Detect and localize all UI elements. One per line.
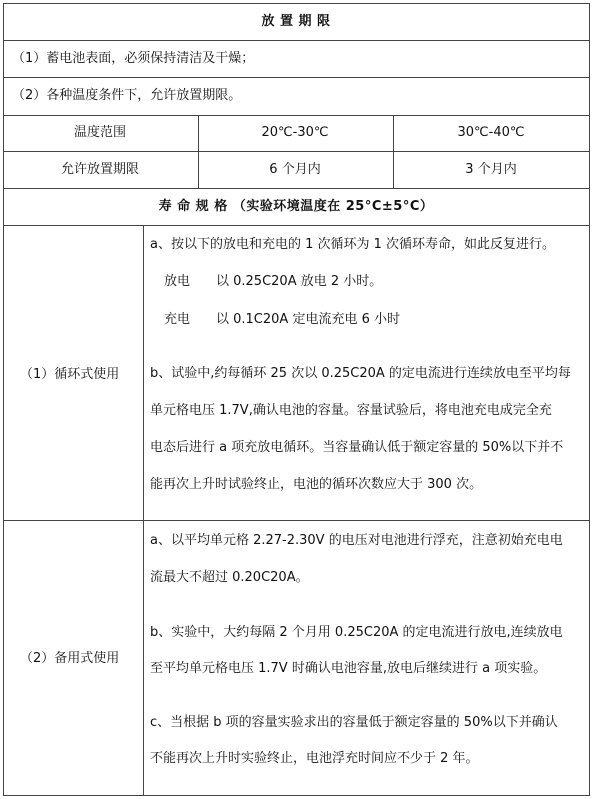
table-cell: 20℃-30℃ — [261, 125, 329, 140]
life-title: 寿 命 规 格 （实验环境温度在 25°C±5°C） — [158, 199, 434, 214]
border-right — [589, 3, 590, 796]
table-cell: 6 个月内 — [269, 162, 321, 177]
row-divider — [3, 520, 590, 521]
table-cell: 3 个月内 — [465, 162, 517, 177]
cyclic-line: 电态后进行 a 项充放电循环。当容量确认低于额定容量的 50%以下并不 — [150, 440, 564, 455]
border-top — [3, 3, 590, 4]
border-bottom — [3, 795, 590, 796]
row-divider — [3, 77, 590, 78]
cyclic-line: a、按以下的放电和充电的 1 次循环为 1 次循环寿命，如此反复进行。 — [150, 237, 556, 252]
col-divider — [393, 115, 394, 189]
standby-line: a、以平均单元格 2.27-2.30V 的电压对电池进行浮充，注意初始充电电 — [150, 533, 563, 548]
storage-note: （2）各种温度条件下，允许放置期限。 — [12, 88, 242, 103]
cyclic-line: 单元格电压 1.7V,确认电池的容量。容量试验后，将电池充电成完全充 — [150, 403, 552, 418]
storage-title: 放 置 期 限 — [261, 14, 331, 29]
row-divider — [3, 225, 590, 226]
row-header-period: 允许放置期限 — [60, 162, 140, 177]
row-divider — [3, 151, 590, 152]
row-header-temperature: 温度范围 — [73, 125, 127, 140]
standby-line: 至平均单元格电压 1.7V 时确认电池容量,放电后继续进行 a 项实验。 — [150, 661, 547, 676]
cyclic-line: 放电 以 0.25C20A 放电 2 小时。 — [164, 274, 383, 289]
standby-line: b、实验中，大约每隔 2 个月用 0.25C20A 的定电流进行放电,连续放电 — [150, 625, 563, 640]
storage-note: （1）蓄电池表面，必须保持清洁及干燥； — [12, 51, 255, 66]
cyclic-label: （1）循环式使用 — [20, 367, 120, 382]
border-left — [3, 3, 4, 796]
cyclic-line: 能再次上升时试验终止，电池的循环次数应大于 300 次。 — [150, 477, 483, 492]
standby-line: c、当根据 b 项的容量实验求出的容量低于额定容量的 50%以下并确认 — [150, 715, 558, 730]
row-divider — [3, 115, 590, 116]
col-divider — [198, 115, 199, 189]
col-divider — [143, 225, 144, 796]
row-divider — [3, 40, 590, 41]
cyclic-line: b、试验中,约每循环 25 次以 0.25C20A 的定电流进行连续放电至平均每 — [150, 366, 571, 381]
standby-line: 流最大不超过 0.20C20A。 — [150, 570, 309, 585]
standby-line: 不能再次上升时实验终止，电池浮充时间应不少于 2 年。 — [150, 751, 479, 766]
table-cell: 30℃-40℃ — [457, 125, 525, 140]
cyclic-line: 充电 以 0.1C20A 定电流充电 6 小时 — [164, 312, 400, 327]
standby-label: （2）备用式使用 — [20, 651, 120, 666]
row-divider — [3, 188, 590, 189]
